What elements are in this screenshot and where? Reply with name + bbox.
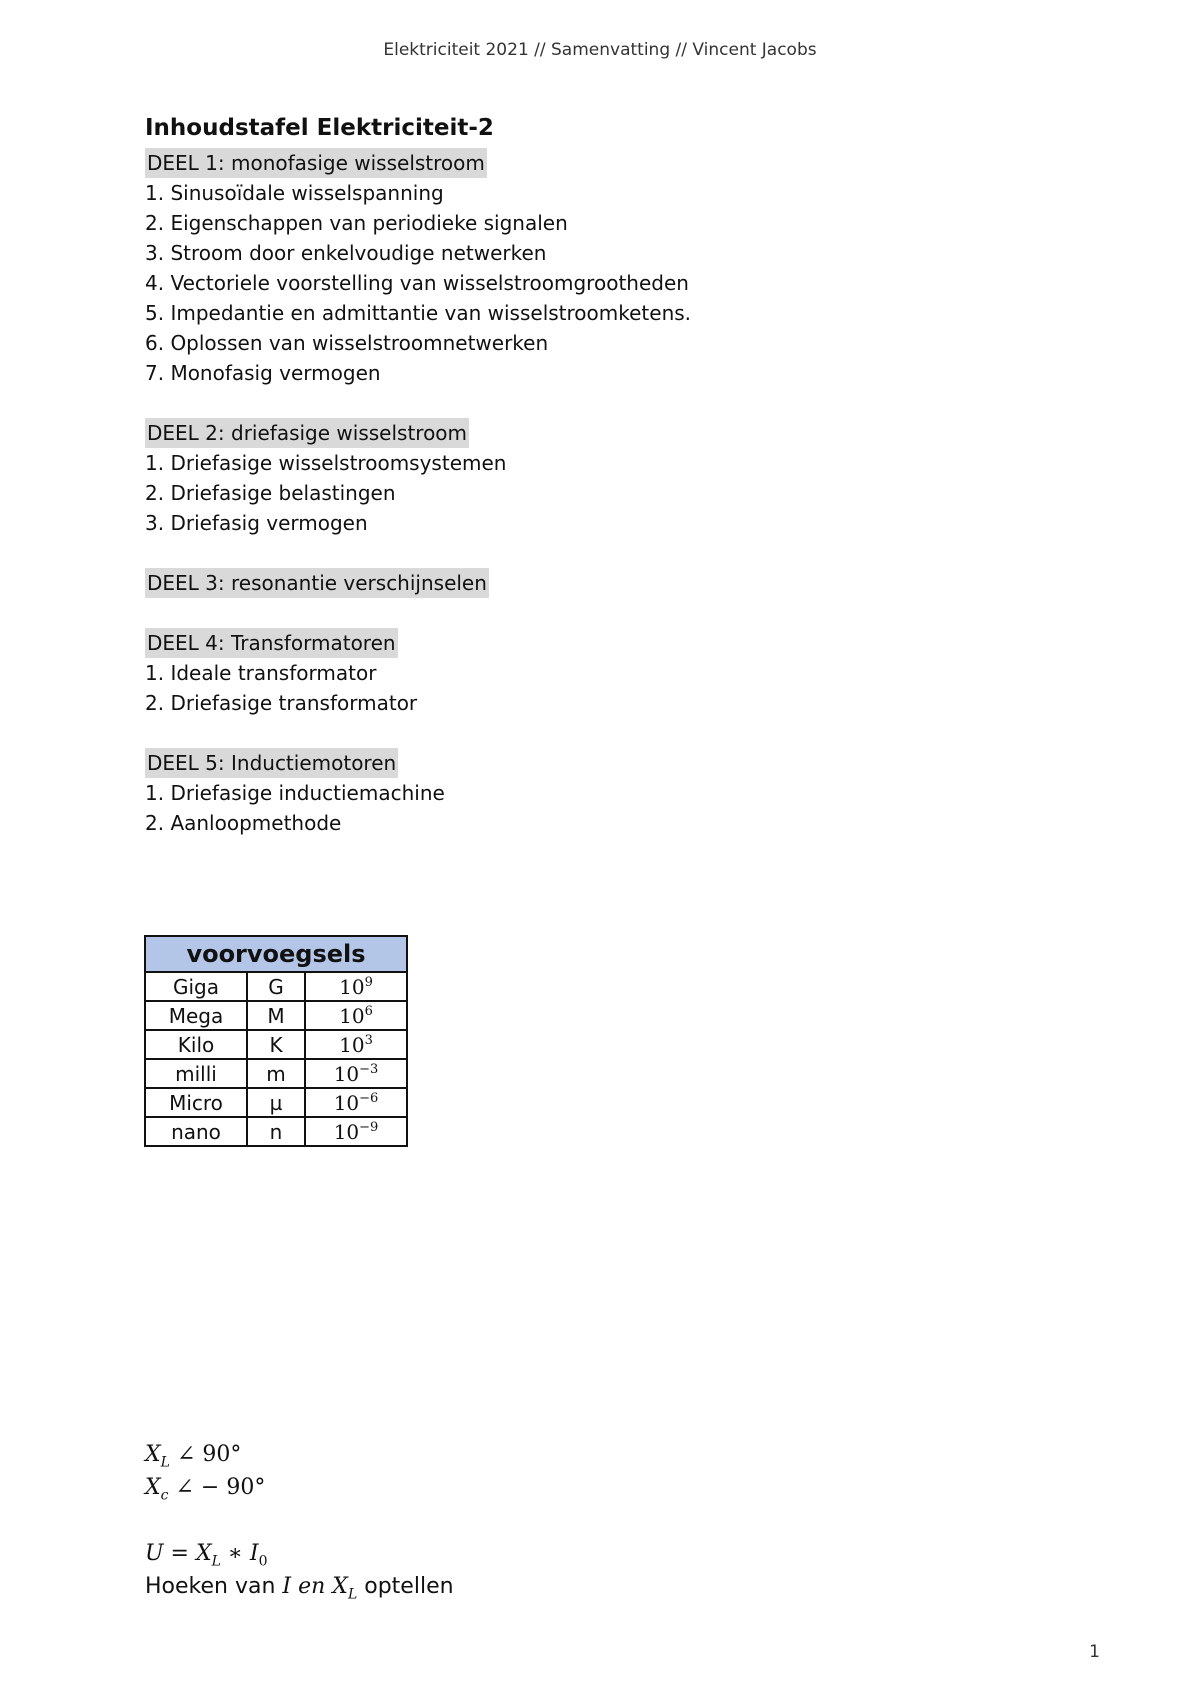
toc-item: 1. Driefasige wisselstroomsystemen xyxy=(145,451,507,475)
page-header: Elektriciteit 2021 // Samenvatting // Vincent Jacobs xyxy=(383,40,817,60)
prefix-name: Mega xyxy=(145,1001,247,1030)
table-row xyxy=(145,1030,407,1059)
toc-item: 2. Eigenschappen van periodieke signalen xyxy=(145,211,568,235)
toc-item: 2. Aanloopmethode xyxy=(145,811,342,835)
deel-3-heading: DEEL 3: resonantie verschijnselen xyxy=(145,568,1045,598)
table-row xyxy=(145,1117,407,1146)
deel-2-heading: DEEL 2: driefasige wisselstroom xyxy=(145,418,1045,448)
deel-1-heading: DEEL 1: monofasige wisselstroom xyxy=(145,148,1045,178)
prefix-name: Kilo xyxy=(145,1030,247,1059)
toc-item: 3. Driefasig vermogen xyxy=(145,511,368,535)
prefix-name: milli xyxy=(145,1059,247,1088)
prefix-power: $10^9$ xyxy=(305,972,407,1001)
toc-item: 1. Sinusoïdale wisselspanning xyxy=(145,181,444,205)
prefix-power: $10^{-3}$ xyxy=(305,1059,407,1088)
toc-item: 1. Driefasige inductiemachine xyxy=(145,781,445,805)
prefix-symbol: n xyxy=(247,1117,305,1146)
prefix-name: Giga xyxy=(145,972,247,1001)
prefix-symbol: m xyxy=(247,1059,305,1088)
prefix-symbol: µ xyxy=(247,1088,305,1117)
formulas xyxy=(145,1438,454,1603)
prefix-table xyxy=(144,935,408,1147)
prefix-power: $10^{-9}$ xyxy=(305,1117,407,1146)
prefix-symbol: G xyxy=(247,972,305,1001)
formula-angle-note: Hoeken van I en $X_L$ optellen xyxy=(145,1574,454,1603)
toc-item: 5. Impedantie en admittantie van wisselstroomketens. xyxy=(145,301,692,325)
page-number: 1 xyxy=(1089,1642,1100,1662)
toc-item: 4. Vectoriele voorstelling van wisselstroomgrootheden xyxy=(145,271,689,295)
toc-item: 6. Oplossen van wisselstroomnetwerken xyxy=(145,331,549,355)
toc-item: 7. Monofasig vermogen xyxy=(145,361,381,385)
toc-item: 3. Stroom door enkelvoudige netwerken xyxy=(145,241,547,265)
prefix-power: $10^6$ xyxy=(305,1001,407,1030)
prefix-name: Micro xyxy=(145,1088,247,1117)
formula-xc-angle: $X_c$ ∠ − 90° xyxy=(145,1475,266,1504)
formula-xl-angle: $X_L$ ∠ 90° xyxy=(145,1442,242,1471)
toc-item: 2. Driefasige transformator xyxy=(145,691,418,715)
prefix-power: $10^3$ xyxy=(305,1030,407,1059)
prefix-symbol: K xyxy=(247,1030,305,1059)
toc-item: 2. Driefasige belastingen xyxy=(145,481,396,505)
prefix-table-title: voorvoegsels xyxy=(145,936,407,972)
table-row xyxy=(145,1001,407,1030)
prefix-power: $10^{-6}$ xyxy=(305,1088,407,1117)
formula-voltage: $U = X_L$ ∗ $I_0$ xyxy=(145,1541,268,1570)
deel-5-heading: DEEL 5: Inductiemotoren xyxy=(145,748,1045,778)
prefix-symbol: M xyxy=(247,1001,305,1030)
table-of-contents xyxy=(145,108,1045,838)
toc-item: 1. Ideale transformator xyxy=(145,661,377,685)
toc-title: Inhoudstafel Elektriciteit-2 xyxy=(145,115,494,141)
deel-4-heading: DEEL 4: Transformatoren xyxy=(145,628,1045,658)
prefix-name: nano xyxy=(145,1117,247,1146)
table-row xyxy=(145,1088,407,1117)
table-row xyxy=(145,1059,407,1088)
table-row xyxy=(145,972,407,1001)
